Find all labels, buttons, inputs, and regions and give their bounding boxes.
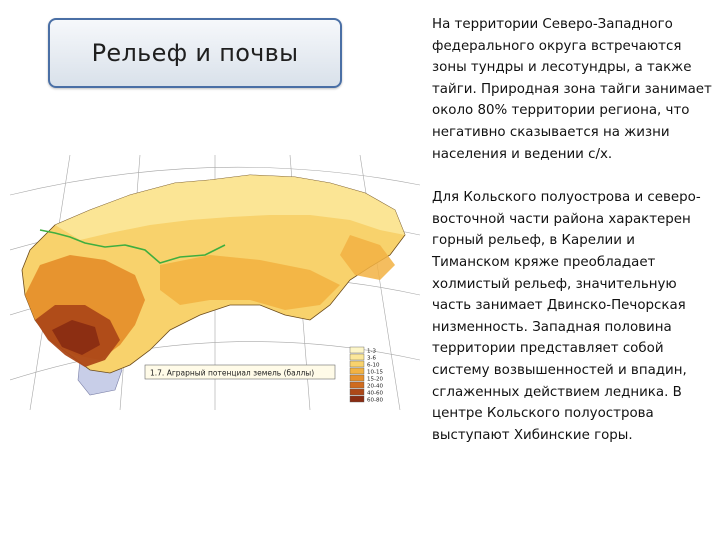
- legend-label: 10-15: [367, 369, 383, 376]
- legend-swatch: [350, 396, 364, 402]
- legend-swatch: [350, 354, 364, 360]
- map-caption: 1.7. Аграрный потенциал земель (баллы): [150, 368, 315, 378]
- legend-swatch: [350, 361, 364, 367]
- legend-swatch: [350, 382, 364, 388]
- legend-swatch: [350, 347, 364, 353]
- legend-label: 1-3: [367, 348, 376, 355]
- legend-label: 20-40: [367, 383, 383, 390]
- legend-label: 40-60: [367, 390, 383, 397]
- paragraph-vegetation-zones: На территории Северо-Западного федерального округа встречаются зоны тундры и лесотундры, а также тайги. Природная зона тайги занимает около 80% территории региона, что негативно сказывается на жизни населения и ведении с/х.: [432, 17, 712, 162]
- legend-swatch: [350, 375, 364, 381]
- legend-swatch: [350, 389, 364, 395]
- legend-label: 6-10: [367, 362, 380, 369]
- slide-title-box: [48, 18, 342, 88]
- paragraph-relief: Для Кольского полуострова и северо-восточной части района характерен горный рельеф, в Карелии и Тиманском кряже преобладает холмистый рельеф, значительную часть занимает Двинско-Печорская низменность. Западная половина территории представляет собой систему возвышенностей и впадин, сглаженных действием ледника. В центре Кольского полуострова выступают Хибинские горы.: [432, 190, 701, 443]
- legend-swatch: [350, 368, 364, 374]
- russia-agrarian-map: [10, 155, 420, 410]
- legend-label: 15-20: [367, 376, 383, 383]
- legend-label: 3-6: [367, 355, 376, 362]
- map-svg: [10, 155, 420, 410]
- legend-label: 60-80: [367, 397, 383, 404]
- slide-title: Рельеф и почвы: [91, 39, 299, 67]
- slide-text-column: [432, 14, 712, 446]
- map-legend: [350, 347, 383, 404]
